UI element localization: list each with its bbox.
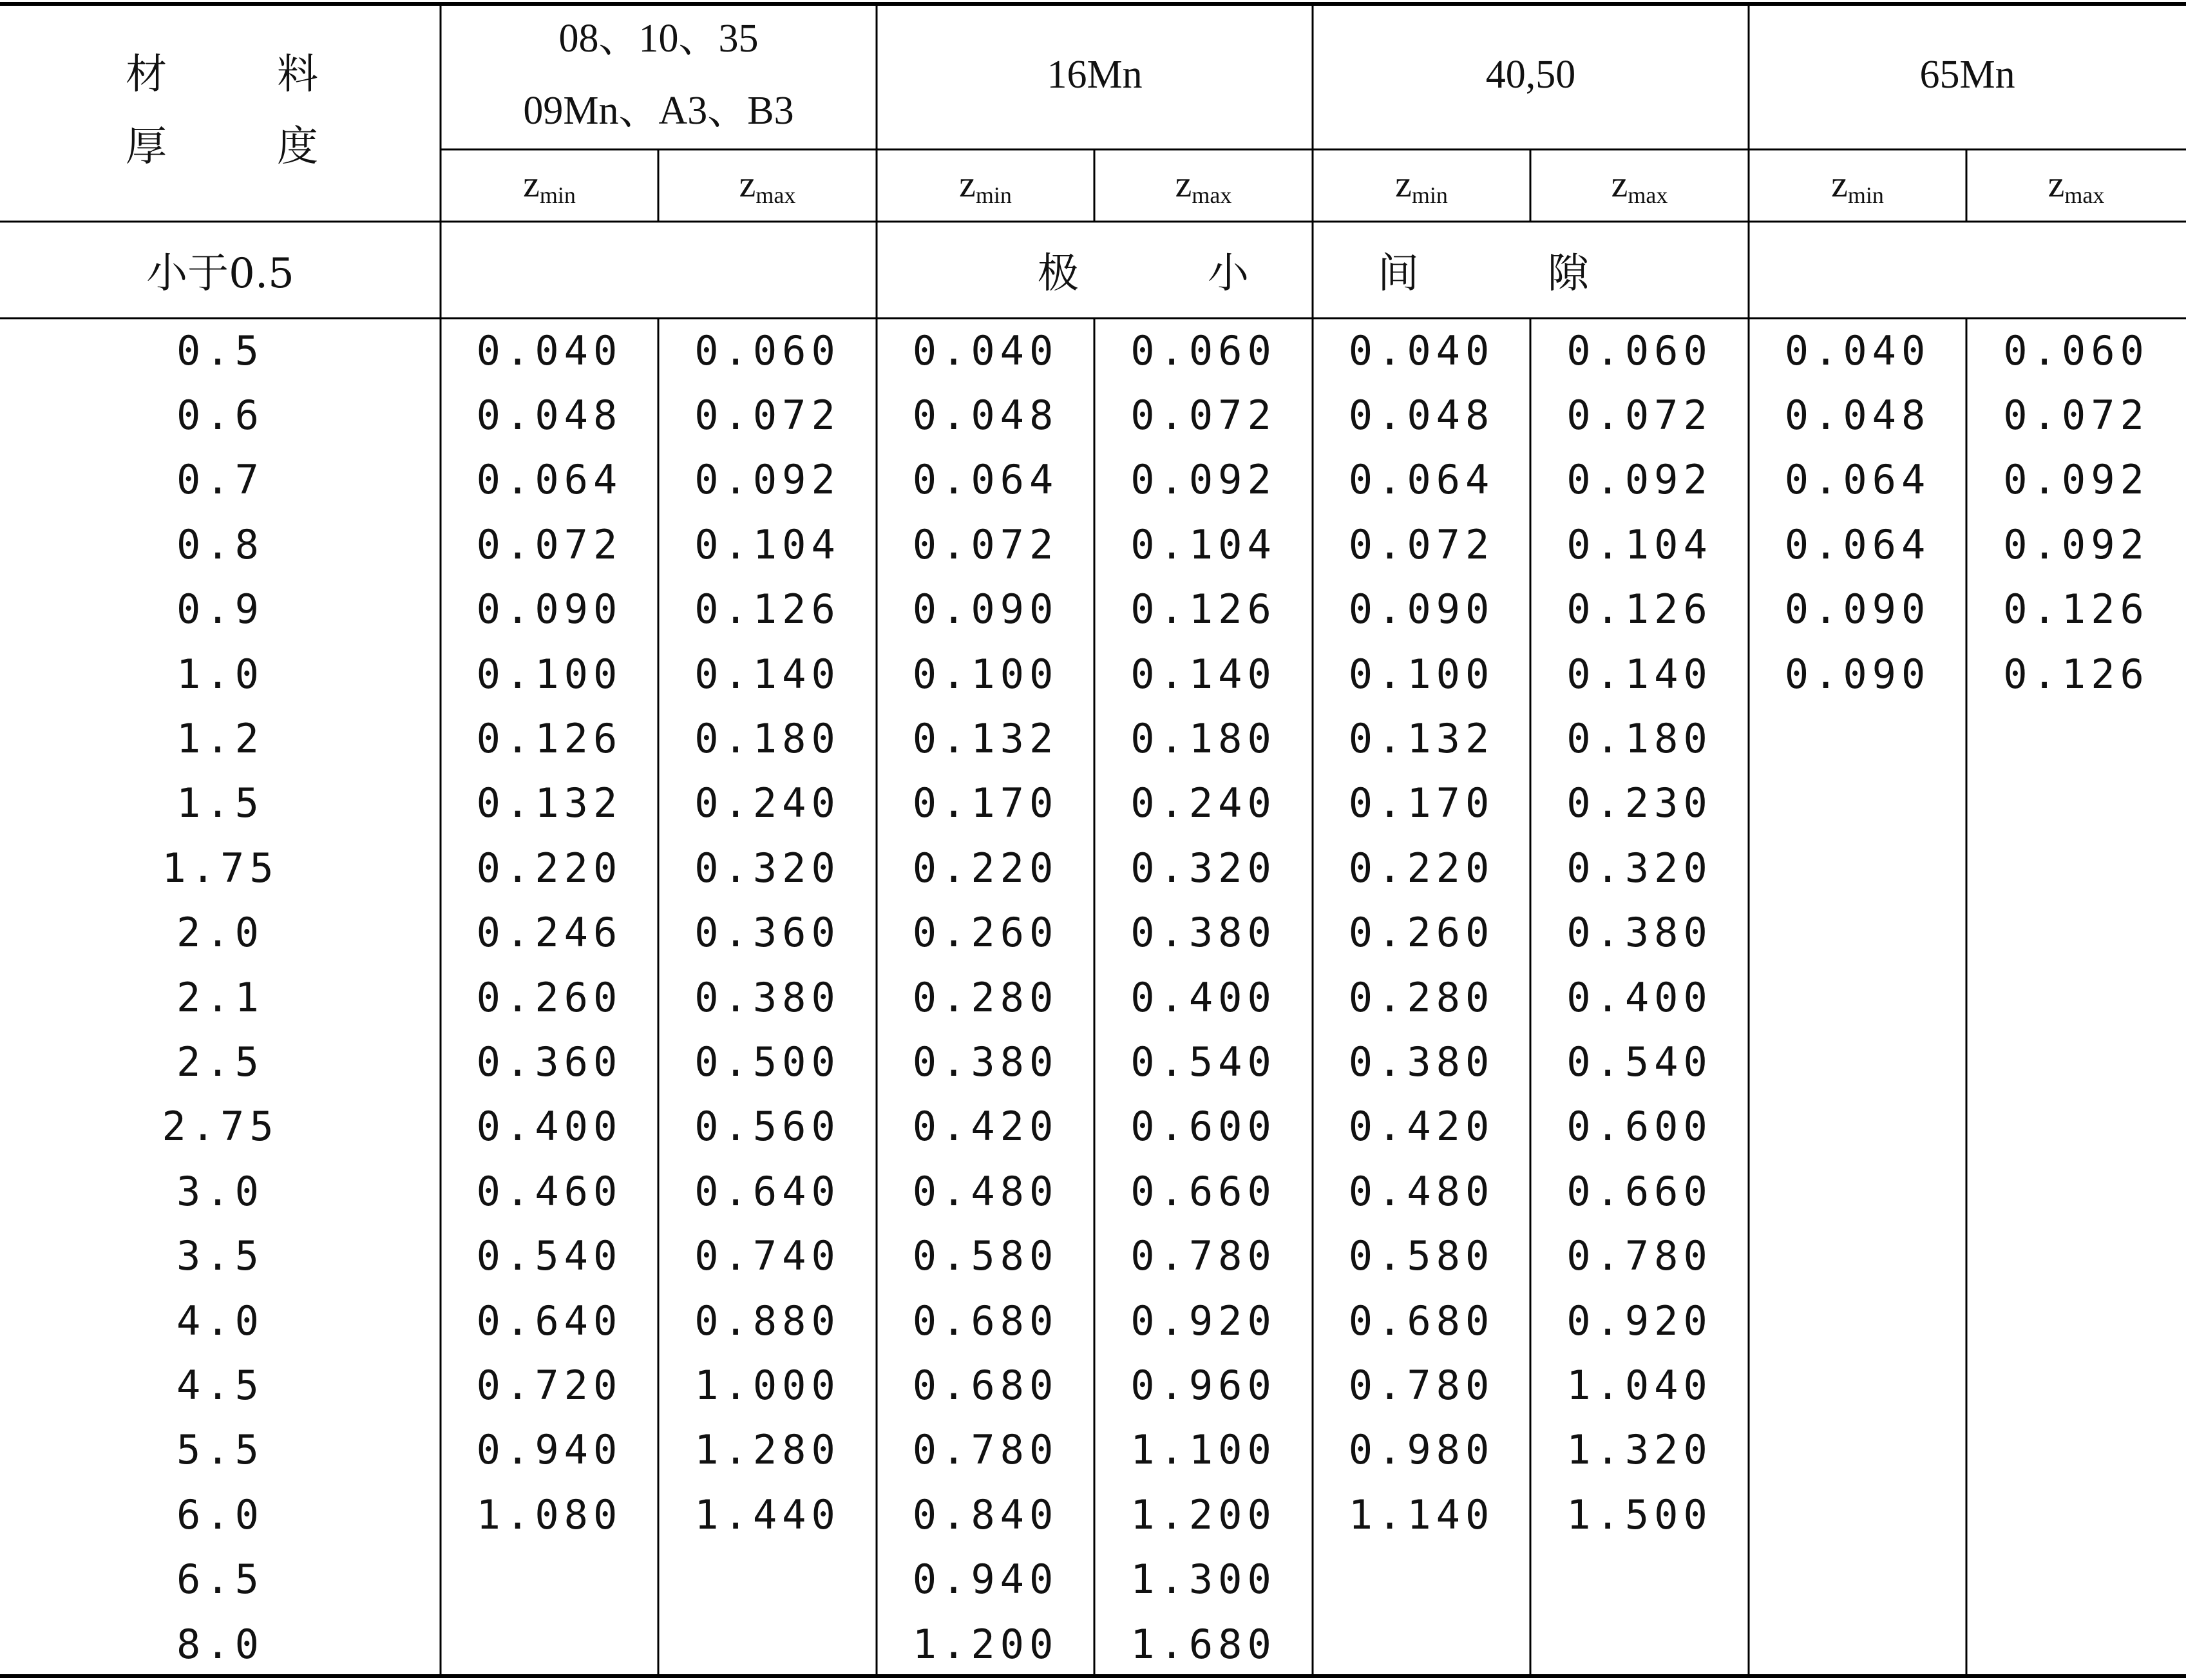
value-cell <box>1966 901 2186 965</box>
thickness-cell: 8.0 <box>176 1620 264 1668</box>
z-symbol: z <box>1611 163 1628 205</box>
value-cell <box>1966 1482 2186 1547</box>
z-subscript-min: min <box>1847 182 1884 208</box>
value-cell: 0.940 <box>476 1426 623 1474</box>
value-cell: 0.380 <box>694 973 841 1021</box>
value-cell: 0.072 <box>912 520 1059 568</box>
thickness-char-1: 厚 <box>126 123 167 171</box>
z-subscript-max: max <box>756 182 796 208</box>
value-cell: 1.440 <box>694 1491 841 1538</box>
value-cell: 0.540 <box>476 1232 623 1280</box>
z-subscript-min: min <box>1411 182 1448 208</box>
value-cell <box>1313 1547 1530 1611</box>
subheader-z-min-4 <box>1749 149 1966 222</box>
table-row <box>0 1223 2186 1288</box>
note-thickness-cell: 小于0.5 <box>146 250 294 298</box>
group-4-label: 65Mn <box>1919 53 2015 97</box>
value-cell: 0.660 <box>1130 1167 1277 1215</box>
value-cell: 0.072 <box>1348 520 1495 568</box>
value-cell: 0.090 <box>476 586 623 633</box>
thickness-cell: 0.8 <box>176 520 264 568</box>
value-cell: 0.060 <box>694 327 841 374</box>
thickness-cell: 3.5 <box>176 1232 264 1280</box>
value-cell: 0.380 <box>1566 909 1713 957</box>
value-cell: 0.920 <box>1130 1297 1277 1344</box>
value-cell: 0.280 <box>912 973 1059 1021</box>
value-cell: 0.072 <box>476 520 623 568</box>
thickness-cell: 0.5 <box>176 327 264 374</box>
value-cell <box>1749 1223 1966 1288</box>
z-subscript-min: min <box>539 182 576 208</box>
value-cell <box>1966 835 2186 900</box>
value-cell <box>658 1547 877 1611</box>
table-row <box>0 835 2186 900</box>
value-cell <box>1749 965 1966 1029</box>
value-cell: 0.680 <box>912 1361 1059 1409</box>
value-cell: 0.380 <box>1348 1038 1495 1085</box>
value-cell: 0.780 <box>1130 1232 1277 1280</box>
table-row <box>0 1612 2186 1676</box>
subheader-z-min-2 <box>877 149 1094 222</box>
thickness-cell: 4.5 <box>176 1361 264 1409</box>
value-cell: 0.132 <box>476 779 623 827</box>
header-row-groups <box>0 0 2186 149</box>
group-header-3 <box>1313 0 1749 149</box>
z-subscript-max: max <box>2064 182 2105 208</box>
value-cell <box>1749 1418 1966 1482</box>
value-cell <box>1749 1159 1966 1223</box>
value-cell: 1.000 <box>694 1361 841 1409</box>
value-cell: 0.132 <box>912 715 1059 763</box>
value-cell: 0.660 <box>1566 1167 1713 1215</box>
value-cell: 0.060 <box>1566 327 1713 374</box>
value-cell: 0.060 <box>1130 327 1277 374</box>
value-cell <box>1749 1288 1966 1353</box>
value-cell: 0.092 <box>1566 456 1713 504</box>
thickness-char-2: 度 <box>277 123 318 171</box>
value-cell: 0.740 <box>694 1232 841 1280</box>
table-row <box>0 1288 2186 1353</box>
value-cell: 0.220 <box>912 844 1059 892</box>
value-cell: 0.126 <box>694 586 841 633</box>
value-cell: 0.780 <box>912 1426 1059 1474</box>
table-row <box>0 318 2186 383</box>
value-cell: 0.126 <box>2003 650 2149 698</box>
value-cell: 0.180 <box>1130 715 1277 763</box>
value-cell: 0.040 <box>1784 327 1931 374</box>
z-symbol: z <box>1175 163 1192 205</box>
value-cell <box>1749 1094 1966 1159</box>
value-cell: 0.400 <box>1130 973 1277 1021</box>
value-cell: 0.260 <box>912 909 1059 957</box>
value-cell: 0.072 <box>2003 392 2149 439</box>
value-cell: 0.320 <box>1130 844 1277 892</box>
z-symbol: z <box>959 163 976 205</box>
value-cell: 0.680 <box>912 1297 1059 1344</box>
value-cell: 0.092 <box>2003 520 2149 568</box>
table-row <box>0 771 2186 835</box>
value-cell: 0.090 <box>912 586 1059 633</box>
value-cell: 1.300 <box>1130 1556 1277 1603</box>
value-cell: 0.126 <box>1566 586 1713 633</box>
table-row <box>0 1547 2186 1611</box>
note-text-cell <box>441 222 2186 318</box>
group-1-line-1: 08、10、35 <box>558 17 759 61</box>
value-cell: 0.064 <box>1348 456 1495 504</box>
value-cell <box>1749 706 1966 770</box>
thickness-cell: 1.0 <box>176 650 264 698</box>
value-cell: 1.680 <box>1130 1620 1277 1668</box>
value-cell: 0.500 <box>694 1038 841 1085</box>
value-cell: 0.104 <box>1566 520 1713 568</box>
value-cell: 0.040 <box>476 327 623 374</box>
value-cell <box>441 1612 658 1676</box>
value-cell: 0.320 <box>694 844 841 892</box>
value-cell: 0.260 <box>476 973 623 1021</box>
value-cell: 0.260 <box>1348 909 1495 957</box>
value-cell: 0.140 <box>694 650 841 698</box>
value-cell <box>1966 1029 2186 1094</box>
value-cell: 0.640 <box>694 1167 841 1215</box>
value-cell: 1.320 <box>1566 1426 1713 1474</box>
value-cell: 0.126 <box>1130 586 1277 633</box>
value-cell: 0.180 <box>1566 715 1713 763</box>
thickness-cell: 2.75 <box>162 1103 279 1150</box>
value-cell: 0.100 <box>912 650 1059 698</box>
value-cell: 0.980 <box>1348 1426 1495 1474</box>
group-header-4 <box>1749 0 2186 149</box>
value-cell: 0.640 <box>476 1297 623 1344</box>
value-cell: 1.280 <box>694 1426 841 1474</box>
value-cell <box>1530 1547 1749 1611</box>
value-cell: 0.280 <box>1348 973 1495 1021</box>
table-row <box>0 901 2186 965</box>
value-cell: 0.126 <box>476 715 623 763</box>
value-cell <box>1749 1547 1966 1611</box>
value-cell: 0.072 <box>1566 392 1713 439</box>
thickness-cell: 5.5 <box>176 1426 264 1474</box>
value-cell: 0.132 <box>1348 715 1495 763</box>
value-cell: 0.140 <box>1566 650 1713 698</box>
value-cell: 0.580 <box>912 1232 1059 1280</box>
value-cell <box>1966 1159 2186 1223</box>
thickness-cell: 3.0 <box>176 1167 264 1215</box>
value-cell: 1.500 <box>1566 1491 1713 1538</box>
thickness-cell: 1.2 <box>176 715 264 763</box>
value-cell: 0.600 <box>1130 1103 1277 1150</box>
value-cell: 0.064 <box>1784 456 1931 504</box>
value-cell <box>1313 1612 1530 1676</box>
value-cell: 0.170 <box>1348 779 1495 827</box>
table-row <box>0 512 2186 577</box>
value-cell: 0.400 <box>476 1103 623 1150</box>
value-cell <box>1749 1353 1966 1417</box>
subheader-z-max-3 <box>1530 149 1749 222</box>
value-cell: 0.360 <box>694 909 841 957</box>
value-cell: 0.180 <box>694 715 841 763</box>
table-row <box>0 642 2186 706</box>
thickness-cell: 0.7 <box>176 456 264 504</box>
value-cell: 0.240 <box>1130 779 1277 827</box>
value-cell <box>1966 1094 2186 1159</box>
value-cell: 0.780 <box>1566 1232 1713 1280</box>
value-cell: 0.040 <box>1348 327 1495 374</box>
material-thickness-header <box>0 0 441 222</box>
table-row <box>0 1159 2186 1223</box>
value-cell: 0.064 <box>1784 520 1931 568</box>
z-symbol: z <box>2048 163 2065 205</box>
value-cell: 0.072 <box>1130 392 1277 439</box>
note-text: 极小间隙 <box>1038 250 1718 298</box>
value-cell: 0.380 <box>912 1038 1059 1085</box>
value-cell: 0.246 <box>476 909 623 957</box>
value-cell: 0.100 <box>1348 650 1495 698</box>
value-cell <box>1966 965 2186 1029</box>
value-cell: 0.380 <box>1130 909 1277 957</box>
value-cell: 0.220 <box>476 844 623 892</box>
value-cell: 0.680 <box>1348 1297 1495 1344</box>
table-row <box>0 965 2186 1029</box>
subheader-z-min-3 <box>1313 149 1530 222</box>
thickness-cell: 1.5 <box>176 779 264 827</box>
z-symbol: z <box>739 163 756 205</box>
value-cell: 0.420 <box>1348 1103 1495 1150</box>
value-cell <box>1530 1612 1749 1676</box>
value-cell: 1.140 <box>1348 1491 1495 1538</box>
value-cell: 0.090 <box>1348 586 1495 633</box>
value-cell <box>1966 1547 2186 1611</box>
thickness-label <box>0 111 441 183</box>
value-cell: 0.092 <box>1130 456 1277 504</box>
z-symbol: z <box>523 163 540 205</box>
table-row <box>0 448 2186 512</box>
value-cell: 1.200 <box>1130 1491 1277 1538</box>
value-cell <box>1749 1612 1966 1676</box>
subheader-z-max-4 <box>1966 149 2186 222</box>
value-cell: 0.040 <box>912 327 1059 374</box>
subheader-z-max-1 <box>658 149 877 222</box>
value-cell: 0.104 <box>694 520 841 568</box>
value-cell: 0.720 <box>476 1361 623 1409</box>
subheader-z-max-2 <box>1094 149 1313 222</box>
value-cell <box>1966 1353 2186 1417</box>
value-cell: 0.092 <box>2003 456 2149 504</box>
value-cell <box>1749 1029 1966 1094</box>
value-cell: 0.400 <box>1566 973 1713 1021</box>
z-subscript-max: max <box>1628 182 1668 208</box>
value-cell: 0.480 <box>912 1167 1059 1215</box>
value-cell <box>1966 1612 2186 1676</box>
group-1-line-2: 09Mn、A3、B3 <box>523 89 794 133</box>
value-cell: 0.780 <box>1348 1361 1495 1409</box>
table-row <box>0 577 2186 642</box>
value-cell: 0.064 <box>476 456 623 504</box>
value-cell: 0.064 <box>912 456 1059 504</box>
value-cell <box>1966 771 2186 835</box>
value-cell: 1.200 <box>912 1620 1059 1668</box>
value-cell <box>658 1612 877 1676</box>
value-cell: 0.240 <box>694 779 841 827</box>
value-cell: 0.090 <box>1784 650 1931 698</box>
value-cell <box>1749 901 1966 965</box>
thickness-cell: 6.0 <box>176 1491 264 1538</box>
thickness-cell: 4.0 <box>176 1297 264 1344</box>
value-cell: 0.540 <box>1130 1038 1277 1085</box>
value-cell <box>1749 835 1966 900</box>
value-cell: 1.100 <box>1130 1426 1277 1474</box>
value-cell <box>1749 1482 1966 1547</box>
value-cell: 0.090 <box>1784 586 1931 633</box>
material-char-2: 料 <box>277 51 318 99</box>
value-cell <box>1966 706 2186 770</box>
value-cell <box>1749 771 1966 835</box>
value-cell <box>1966 1288 2186 1353</box>
thickness-cell: 0.6 <box>176 392 264 439</box>
value-cell: 1.040 <box>1566 1361 1713 1409</box>
z-subscript-min: min <box>975 182 1012 208</box>
value-cell: 1.080 <box>476 1491 623 1538</box>
value-cell: 0.320 <box>1566 844 1713 892</box>
z-symbol: z <box>1831 163 1848 205</box>
group-header-1 <box>441 0 877 149</box>
value-cell <box>1966 1418 2186 1482</box>
value-cell: 0.126 <box>2003 586 2149 633</box>
value-cell: 0.092 <box>694 456 841 504</box>
value-cell: 0.060 <box>2003 327 2149 374</box>
value-cell: 0.480 <box>1348 1167 1495 1215</box>
thickness-cell: 2.1 <box>176 973 264 1021</box>
thickness-cell: 0.9 <box>176 586 264 633</box>
note-row <box>0 222 2186 318</box>
subheader-z-min-1 <box>441 149 658 222</box>
z-symbol: z <box>1395 163 1412 205</box>
value-cell: 0.048 <box>1784 392 1931 439</box>
table-row <box>0 1353 2186 1417</box>
value-cell: 0.140 <box>1130 650 1277 698</box>
thickness-cell: 2.0 <box>176 909 264 957</box>
value-cell: 0.048 <box>1348 392 1495 439</box>
value-cell: 0.840 <box>912 1491 1059 1538</box>
group-2-label: 16Mn <box>1047 53 1143 97</box>
material-char-1: 材 <box>126 51 167 99</box>
value-cell: 0.920 <box>1566 1297 1713 1344</box>
material-label <box>0 39 441 111</box>
table-row <box>0 383 2186 447</box>
group-header-2 <box>877 0 1313 149</box>
value-cell: 0.230 <box>1566 779 1713 827</box>
value-cell: 0.072 <box>694 392 841 439</box>
value-cell: 0.420 <box>912 1103 1059 1150</box>
thickness-cell: 1.75 <box>162 844 279 892</box>
group-3-label: 40,50 <box>1485 53 1576 97</box>
value-cell: 0.170 <box>912 779 1059 827</box>
value-cell: 0.460 <box>476 1167 623 1215</box>
value-cell: 0.048 <box>912 392 1059 439</box>
value-cell: 0.580 <box>1348 1232 1495 1280</box>
value-cell: 0.600 <box>1566 1103 1713 1150</box>
z-subscript-max: max <box>1192 182 1232 208</box>
value-cell: 0.360 <box>476 1038 623 1085</box>
value-cell: 0.100 <box>476 650 623 698</box>
value-cell: 0.880 <box>694 1297 841 1344</box>
value-cell: 0.560 <box>694 1103 841 1150</box>
value-cell: 0.540 <box>1566 1038 1713 1085</box>
table-row <box>0 1094 2186 1159</box>
table-row <box>0 706 2186 770</box>
value-cell: 0.048 <box>476 392 623 439</box>
value-cell: 0.960 <box>1130 1361 1277 1409</box>
thickness-cell: 6.5 <box>176 1556 264 1603</box>
table-row <box>0 1029 2186 1094</box>
value-cell: 0.104 <box>1130 520 1277 568</box>
table-row <box>0 1482 2186 1547</box>
value-cell <box>441 1547 658 1611</box>
value-cell: 0.940 <box>912 1556 1059 1603</box>
value-cell: 0.220 <box>1348 844 1495 892</box>
thickness-cell: 2.5 <box>176 1038 264 1085</box>
value-cell <box>1966 1223 2186 1288</box>
table-row <box>0 1418 2186 1482</box>
